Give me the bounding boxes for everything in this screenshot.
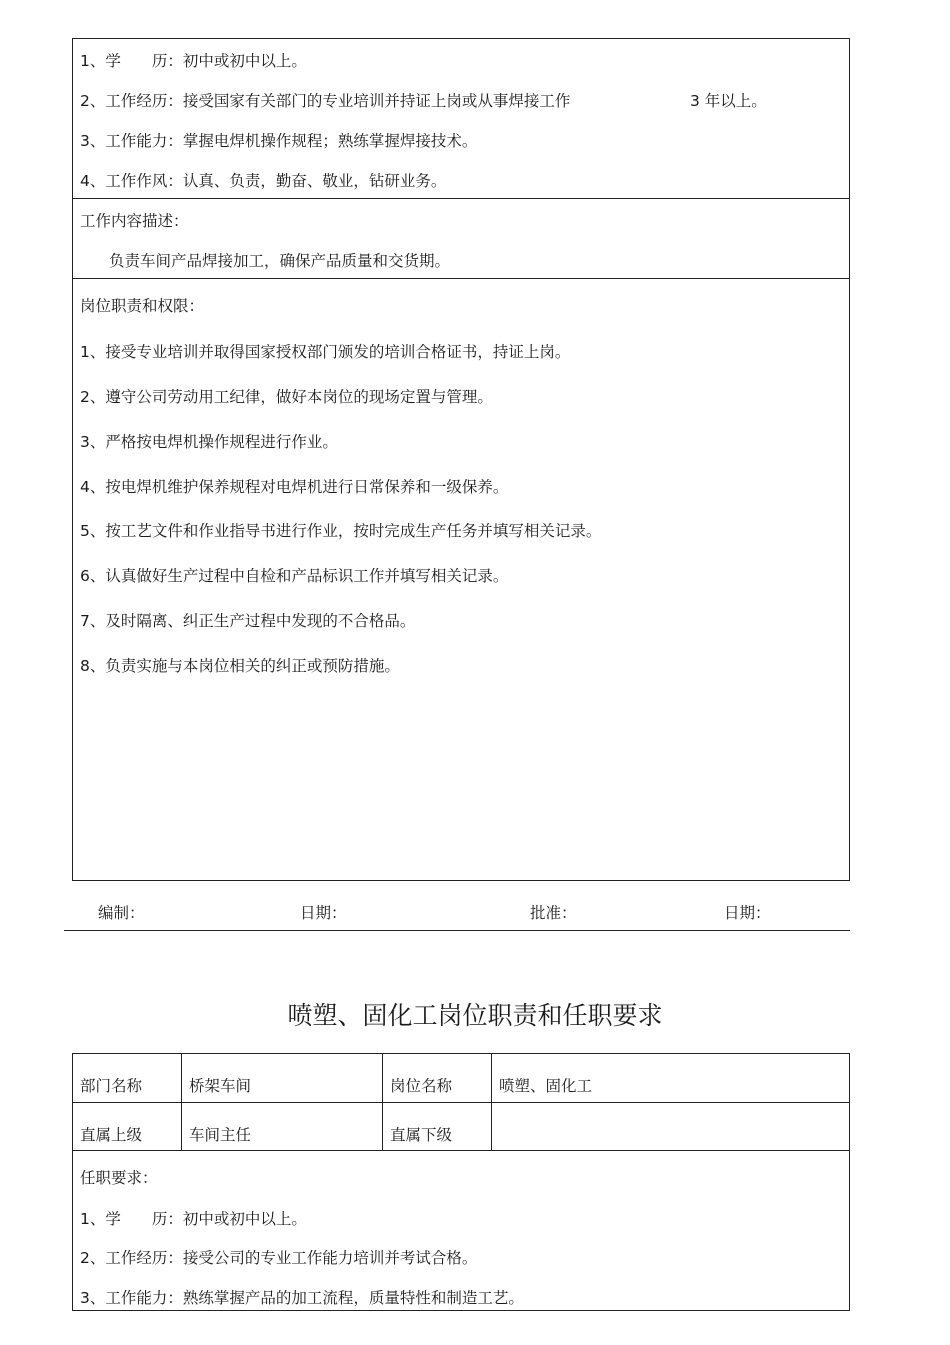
post-value: 喷塑、固化工 [499, 1077, 593, 1095]
work-content-text: 负责车间产品焊接加工，确保产品质量和交货期。 [109, 252, 451, 270]
row-divider [72, 198, 850, 199]
duty-item: 8、负责实施与本岗位相关的纠正或预防措施。 [80, 657, 400, 675]
duty-item: 1、接受专业培训并取得国家授权部门颁发的培训合格证书，持证上岗。 [80, 343, 571, 361]
row-divider [72, 278, 850, 279]
column-divider [491, 1053, 492, 1150]
post-label: 岗位名称 [390, 1077, 453, 1095]
duties-label: 岗位职责和权限： [80, 297, 205, 315]
superior-value: 车间主任 [189, 1126, 252, 1144]
duty-item: 3、严格按电焊机操作规程进行作业。 [80, 433, 338, 451]
requirement-ability: 3、工作能力：熟练掌握产品的加工流程，质量特性和制造工艺。 [80, 1289, 524, 1307]
date-label: 日期： [724, 904, 771, 922]
dept-label: 部门名称 [80, 1077, 143, 1095]
requirements-label: 任职要求： [80, 1169, 158, 1187]
work-content-label: 工作内容描述： [80, 212, 189, 230]
row-divider [72, 1150, 850, 1151]
requirement-work-style: 4、工作作风：认真、负责，勤奋、敬业，钻研业务。 [80, 172, 447, 190]
signature-underline [64, 930, 850, 931]
superior-label: 直属上级 [80, 1126, 143, 1144]
date-label: 日期： [300, 904, 347, 922]
requirement-ability: 3、工作能力：掌握电焊机操作规程；熟练掌握焊接技术。 [80, 132, 478, 150]
duty-item: 5、按工艺文件和作业指导书进行作业，按时完成生产任务并填写相关记录。 [80, 522, 602, 540]
column-divider [181, 1053, 182, 1150]
requirement-experience-years: 3 年以上。 [690, 92, 767, 110]
duty-item: 4、按电焊机维护保养规程对电焊机进行日常保养和一级保养。 [80, 478, 509, 496]
subordinate-label: 直属下级 [390, 1126, 453, 1144]
column-divider [382, 1053, 383, 1150]
duty-item: 7、及时隔离、纠正生产过程中发现的不合格品。 [80, 612, 416, 630]
row-divider [72, 1102, 850, 1103]
requirement-experience: 2、工作经历：接受国家有关部门的专业培训并持证上岗或从事焊接工作 [80, 92, 571, 110]
duty-item: 6、认真做好生产过程中自检和产品标识工作并填写相关记录。 [80, 567, 509, 585]
approved-by-label: 批准： [530, 904, 577, 922]
dept-value: 桥架车间 [189, 1077, 252, 1095]
requirement-experience: 2、工作经历：接受公司的专业工作能力培训并考试合格。 [80, 1249, 478, 1267]
welder-duties-table [72, 38, 850, 881]
page-title: 喷塑、固化工岗位职责和任职要求 [287, 1001, 663, 1030]
duty-item: 2、遵守公司劳动用工纪律，做好本岗位的现场定置与管理。 [80, 388, 493, 406]
requirement-education: 1、学 历：初中或初中以上。 [80, 1210, 307, 1228]
prepared-by-label: 编制： [98, 904, 145, 922]
requirement-education: 1、学 历：初中或初中以上。 [80, 52, 307, 70]
